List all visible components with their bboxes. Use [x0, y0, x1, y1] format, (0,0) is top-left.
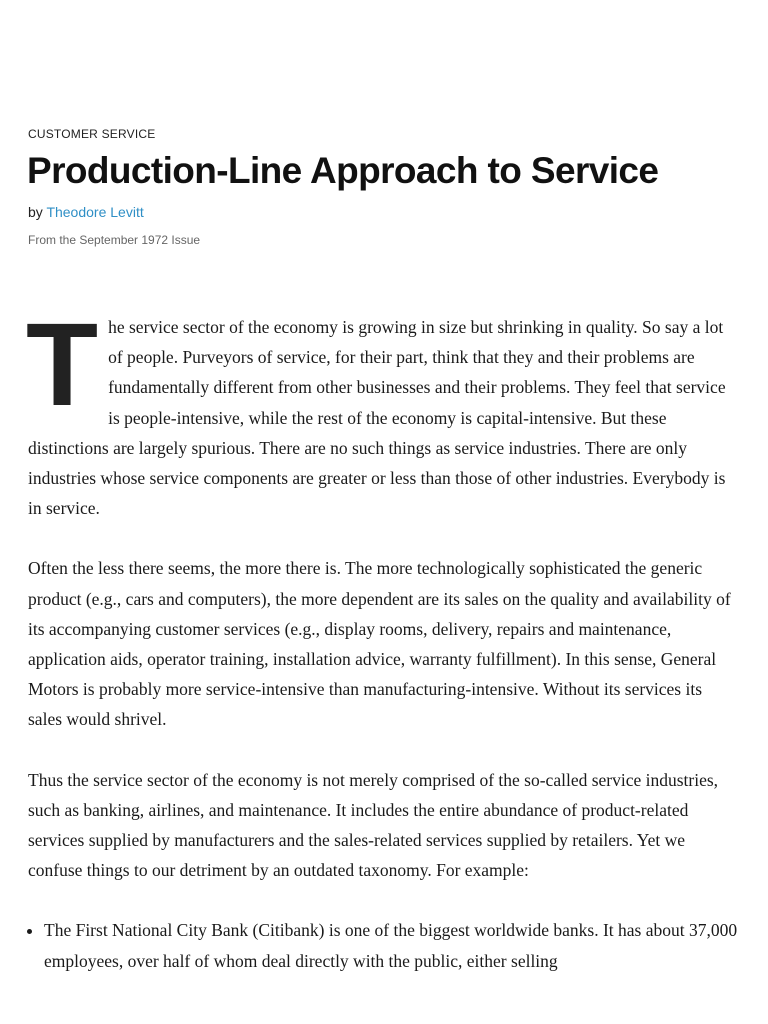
byline-prefix: by [28, 204, 43, 220]
byline [28, 204, 144, 220]
paragraph-2: Often the less there seems, the more there is. The more technologically sophisticated the generic product (e.g., cars and computers), the more dependent are its sales on the quality and availability of its accompanying customer services (e.g., display rooms, delivery, repairs and maintenance, application aids, operator training, installation advice, warranty fulfillment). In this sense, General Motors is probably more service-intensive than manufacturing-intensive. Without its services its sales would shrivel. [28, 558, 731, 730]
article-body [28, 312, 740, 976]
list-item: • The First National City Bank (Citibank) is one of the biggest worldwide banks. It has about 37,000 employees, over half of whom deal directly with the public, either selling [44, 915, 740, 975]
article-title: Production-Line Approach to Service [27, 150, 659, 191]
drop-cap: T [26, 322, 99, 408]
paragraph-3: Thus the service sector of the economy is not merely comprised of the so-called service industries, such as banking, airlines, and maintenance. It includes the entire abundance of product-related services supplied by manufacturers and the sales-related services supplied by retailers. Yet we confuse things to our detriment by an outdated taxonomy. For example: [28, 769, 719, 881]
issue-date: From the September 1972 Issue [28, 233, 201, 247]
example-list [28, 915, 740, 975]
topic-label[interactable]: CUSTOMER SERVICE [28, 127, 156, 141]
author-link[interactable]: Theodore Levitt [46, 204, 144, 220]
paragraph-1-text: he service sector of the economy is growing in size but shrinking in quality. So say a lot of people. Purveyors of service, for their part, think that they and their problems are fundamentally different from other businesses and their problems. They feel that service is people-intensive, while the rest of the economy is capital-intensive. But these distinctions are largely spurious. There are no such things as service industries. There are only industries whose service components are greater or less than those of other industries. Everybody is in service. [28, 317, 726, 519]
paragraph-1 [28, 312, 740, 523]
